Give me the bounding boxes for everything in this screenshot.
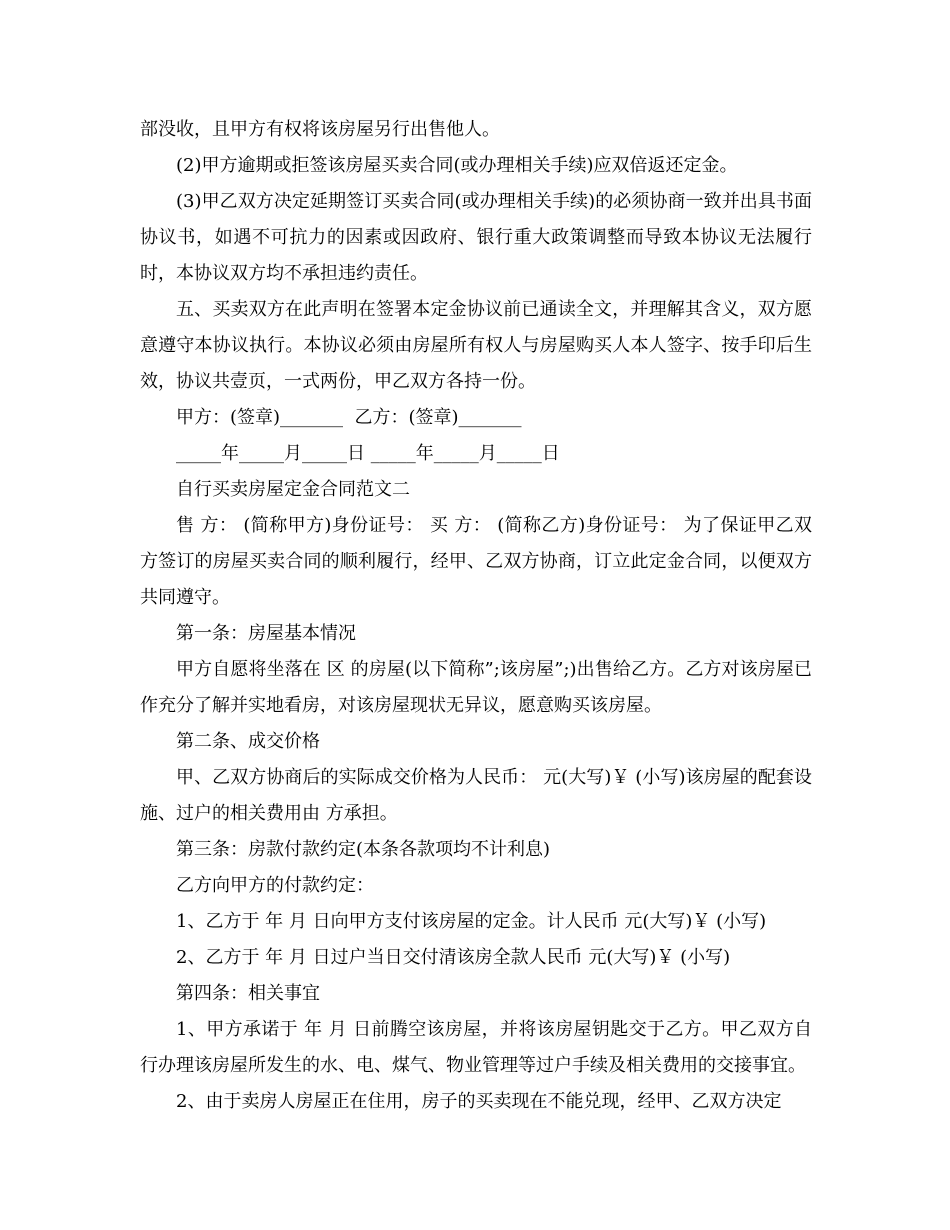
paragraph-clause-3: (3)甲乙双方决定延期签订买卖合同(或办理相关手续)的必须协商一致并出具书面协议书，如遇不可抗力的因素或因政府、银行重大政策调整而导致本协议无法履行时，本协议双方均不承担违约责任。 [140,191,812,284]
paragraph-article-5: 五、买卖双方在此声明在签署本定金协议前已通读全文，并理解其含义，双方愿意遵守本协议执行。本协议必须由房屋所有权人与房屋购买人本人签字、按手印后生效，协议共壹页，一式两份，甲乙双方各持一份。 [140,299,812,392]
heading-article-1: 第一条：房屋基本情况 [176,623,356,644]
paragraph-payment-intro: 乙方向甲方的付款约定： [176,875,374,896]
paragraph-payment-2: 2、乙方于 年 月 日过户当日交付清该房全款人民币 元(大写)￥ (小写) [176,947,731,968]
document-body [140,112,812,1120]
heading-article-4: 第四条：相关事宜 [176,983,320,1004]
paragraph-property-info: 甲方自愿将坐落在 区 的房屋(以下简称”;该房屋”;)出售给乙方。乙方对该房屋已作充分了解并实地看房，对该房屋现状无异议，愿意购买该房屋。 [140,659,812,716]
date-line: _____年_____月_____日 _____年_____月_____日 [176,443,560,464]
section-title-sample-2: 自行买卖房屋定金合同范文二 [176,479,410,500]
heading-article-3: 第三条：房款付款约定(本条各款项均不计利息) [176,839,551,860]
paragraph-matters-2: 2、由于卖房人房屋正在住用，房子的买卖现在不能兑现，经甲、乙双方决定 [176,1091,782,1112]
paragraph-forfeit-clause: 部没收，且甲方有权将该房屋另行出售他人。 [140,119,500,140]
paragraph-parties: 售 方： (简称甲方)身份证号： 买 方： (简称乙方)身份证号： 为了保证甲乙双方签订的房屋买卖合同的顺利履行，经甲、乙双方协商，订立此定金合同，以便双方共同遵守。 [140,515,812,608]
paragraph-payment-1: 1、乙方于 年 月 日向甲方支付该房屋的定金。计人民币 元(大写)￥ (小写) [176,911,767,932]
heading-article-2: 第二条、成交价格 [176,731,320,752]
paragraph-matters-1: 1、甲方承诺于 年 月 日前腾空该房屋，并将该房屋钥匙交于乙方。甲乙双方自行办理该房屋所发生的水、电、煤气、物业管理等过户手续及相关费用的交接事宜。 [140,1019,812,1076]
signature-line: 甲方：(签章)_______ 乙方：(签章)_______ [176,407,522,428]
paragraph-clause-2: (2)甲方逾期或拒签该房屋买卖合同(或办理相关手续)应双倍返还定金。 [176,155,738,176]
paragraph-price: 甲、乙双方协商后的实际成交价格为人民币： 元(大写)￥ (小写)该房屋的配套设施、过户的相关费用由 方承担。 [140,767,812,824]
